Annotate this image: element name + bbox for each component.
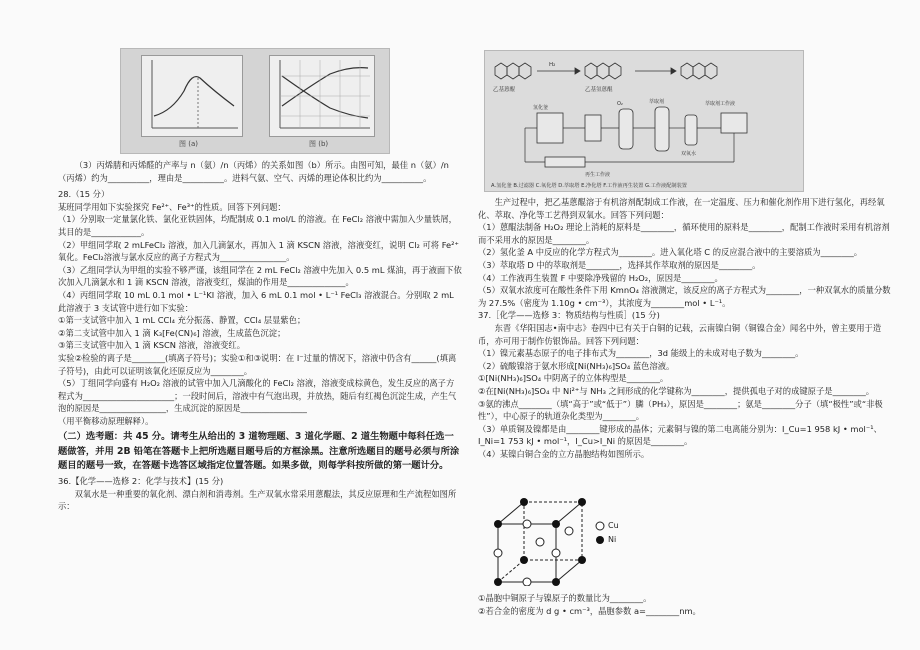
flow-label-regenerated-liquid: 再生工作液 xyxy=(585,172,611,178)
question-37-intro: 东晋《华阳国志•南中志》卷四中已有关于白铜的记载，云南镍白铜（铜镍合金）闻名中外，曾主要用于造币，亦可用于制作仿银饰品。回答下列问题： xyxy=(478,322,882,346)
question-36-1: （1）蒽醌法制备 H₂O₂ 理论上消耗的原料是________，循环使用的原料是________，配制工作液时采用有机溶剂而不采用水的原因是________。 xyxy=(478,222,890,245)
question-37-4a: ①晶胞中铜原子与镍原子的数量比为________。 xyxy=(478,593,652,603)
legend-ni: Ni xyxy=(608,535,617,544)
question-28-5: （5）丁组同学向盛有 H₂O₂ 溶液的试管中加入几滴酸化的 FeCl₂ 溶液，溶液变成棕黄色，发生反应的离子方程式为______________________；一段时间后，溶液中有气泡出现，并放热，随后有红褐色沉淀生成，产生气泡的原因是________________，生成沉淀的原因是________________ xyxy=(58,378,457,414)
acrylonitrile-curve xyxy=(282,68,368,106)
elective-instructions: （二）选考题：共 45 分。请考生从给出的 3 道物理题、3 道化学题、2 道生物题中每科任选一题做答，并用 2B 铅笔在答题卡上把所选题目题号后的方框涂黑。注意所选题目的题号必须与所涂题目的题号一致，在答题卡选答区域指定位置答题。如果多做，则每学科按所做的第一题计分。 xyxy=(58,431,460,471)
question-37-2a: ①[Ni(NH₃)₆]SO₄ 中阴离子的立体构型是________。 xyxy=(478,373,669,384)
left-column xyxy=(58,159,462,513)
graph-b-plot xyxy=(270,56,374,136)
question-37-1: （1）镍元素基态原子的电子排布式为________，3d 能级上的未成对电子数为________。 xyxy=(478,348,804,359)
question-36-4: （4）工作液再生装置 F 中要除净残留的 H₂O₂，原因是________。 xyxy=(478,272,723,283)
right-column xyxy=(478,196,893,460)
question-37-4b: ②若合金的密度为 d g • cm⁻³，晶胞参数 a=________nm。 xyxy=(478,605,701,616)
question-37-2c: ③氨的沸点________（填“高于”或“低于”）膦（PH₃），原因是________；氨是________分子（填“极性”或“非极性”），中心原子的轨道杂化类型为________。 xyxy=(478,398,883,422)
question-28-1: （1）分别取一定量氯化铁、氯化亚铁固体，均配制成 0.1 mol/L 的溶液。在 FeCl₂ 溶液中需加入少量铁屑，其目的是____________。 xyxy=(58,214,457,237)
question-37-3: （3）单质铜及镍都是由________键形成的晶体；元素铜与镍的第二电离能分别为：I_Cu=1 958 kJ • mol⁻¹、I_Ni=1 753 kJ • mol⁻¹，I_Cu>I_Ni 的原因是________。 xyxy=(478,423,882,447)
flow-label-extractant: 萃取剂 xyxy=(649,99,665,105)
graph-b xyxy=(269,55,375,137)
question-36-3: （3）萃取塔 D 中的萃取剂是________，选择其作萃取剂的原因是________。 xyxy=(478,259,761,270)
question-37-2: （2）硫酸镍溶于氨水形成[Ni(NH₃)₆]SO₄ 蓝色溶液。 xyxy=(478,360,675,371)
figure-graphs xyxy=(120,48,390,154)
question-28-title: 28.（15 分） xyxy=(58,189,110,200)
question-28-4b: ②第二支试管中加入 1 滴 K₃[Fe(CN)₆] 溶液，生成蓝色沉淀； xyxy=(58,327,286,338)
question-28-4: （4）丙组同学取 10 mL 0.1 mol • L⁻¹KI 溶液，加入 6 mL 0.1 mol • L⁻¹ FeCl₃ 溶液混合。分别取 2 mL 此溶液于 3 支试管中进行如下实验： xyxy=(58,289,454,313)
question-37-title: 37.［化学——选修 3：物质结构与性质］(15 分) xyxy=(478,310,660,321)
question-36-text: 生产过程中，把乙基蒽醌溶于有机溶剂配制成工作液，在一定温度、压力和催化剂作用下进行氢化，再经氧化、萃取、净化等工艺得到双氧水。回答下列问题： xyxy=(478,197,885,220)
graph-a-caption: 图 (a) xyxy=(179,140,198,148)
flow-label-ethylanthrahydroquinone: 乙基氢蒽醌 xyxy=(585,87,613,93)
graph-a xyxy=(141,55,243,137)
question-27-3: （3）丙烯腈和丙烯醛的产率与 n（氨）/n（丙烯）的关系如图（b）所示。由图可知，最佳 n（氨）/n（丙烯）约为__________，理由是__________。进料气氨、空气、丙烯的理论体积比约为__________。 xyxy=(58,160,449,183)
question-28-3: （3）乙组同学认为甲组的实验不够严谨，该组同学在 2 mL FeCl₂ 溶液中先加入 0.5 mL 煤油，再于液面下依次加入几滴氯水和 1 滴 KSCN 溶液，溶液变红，煤油的作用是______________。 xyxy=(58,264,462,288)
yield-curve-a xyxy=(154,77,234,116)
process-flow-figure xyxy=(484,50,804,192)
question-28-intro: 某班同学用如下实验探究 Fe²⁺、Fe³⁺的性质。回答下列问题： xyxy=(58,201,286,212)
question-28-2: （2）甲组同学取 2 mLFeCl₂ 溶液，加入几滴氯水，再加入 1 滴 KSCN 溶液，溶液变红，说明 Cl₂ 可将 Fe²⁺氧化。FeCl₂溶液与氯水反应的离子方程式为________________。 xyxy=(58,239,459,263)
question-36-2: （2）氢化釜 A 中反应的化学方程式为________。进入氧化塔 C 的反应混合液中的主要溶质为________。 xyxy=(478,247,863,258)
flow-label-extractant-working-liquid: 萃取剂工作液 xyxy=(705,101,736,107)
question-36-title: 36.【化学——选修 2：化学与技术】(15 分) xyxy=(58,476,224,487)
flow-label-o2: O₂ xyxy=(617,101,623,107)
unit-cell-figure xyxy=(484,496,634,586)
question-37-2b: ②在[Ni(NH₃)₆]SO₄ 中 Ni²⁺与 NH₃ 之间形成的化学键称为________，提供孤电子对的成键原子是________。 xyxy=(478,385,875,396)
right-column-end xyxy=(478,592,893,617)
question-28-4d: 实验②检验的离子是________(填离子符号)；实验①和③说明：在 I⁻过量的情况下，溶液中仍含有______(填离子符号)，由此可以证明该氧化还原反应为________。 xyxy=(58,352,457,376)
process-flow-diagram xyxy=(485,51,803,191)
graph-b-caption: 图 (b) xyxy=(309,140,329,148)
question-28-5b: （用平衡移动原理解释）。 xyxy=(58,415,154,426)
graph-a-plot xyxy=(142,56,242,136)
flow-label-h2: H₂ xyxy=(549,62,556,68)
legend-cu: Cu xyxy=(608,521,619,530)
flow-label-ethylanthraquinone: 乙基蒽醌 xyxy=(493,87,516,93)
question-37-4: （4）某镍白铜合金的立方晶胞结构如图所示。 xyxy=(478,448,650,459)
question-36-5: （5）双氧水浓度可在酸性条件下用 KmnO₄ 溶液测定，该反应的离子方程式为________，一种双氧水的质量分数为 27.5%（密度为 1.10g • cm⁻³），其浓度为________mol • L⁻¹。 xyxy=(478,285,891,308)
flow-figure-caption: A.氢化釜 B.过滤器 C.氧化塔 D.萃取塔 E.净化塔 F.工作液再生装置 G.工作液配制装置 xyxy=(491,183,687,189)
flow-label-hydrogen-peroxide: 双氧水 xyxy=(681,151,697,157)
question-28-4a: ①第一支试管中加入 1 mL CCl₄ 充分振荡、静置，CCl₄ 层显紫色； xyxy=(58,315,306,326)
question-36-intro: 双氧水是一种重要的氧化剂、漂白剂和消毒剂。生产双氧水常采用蒽醌法，其反应原理和生产流程如图所示： xyxy=(58,488,457,512)
flow-label-hydrogenator: 氢化釜 xyxy=(533,105,549,111)
question-28-4c: ③第三支试管中加入 1 滴 KSCN 溶液，溶液变红。 xyxy=(58,340,246,351)
